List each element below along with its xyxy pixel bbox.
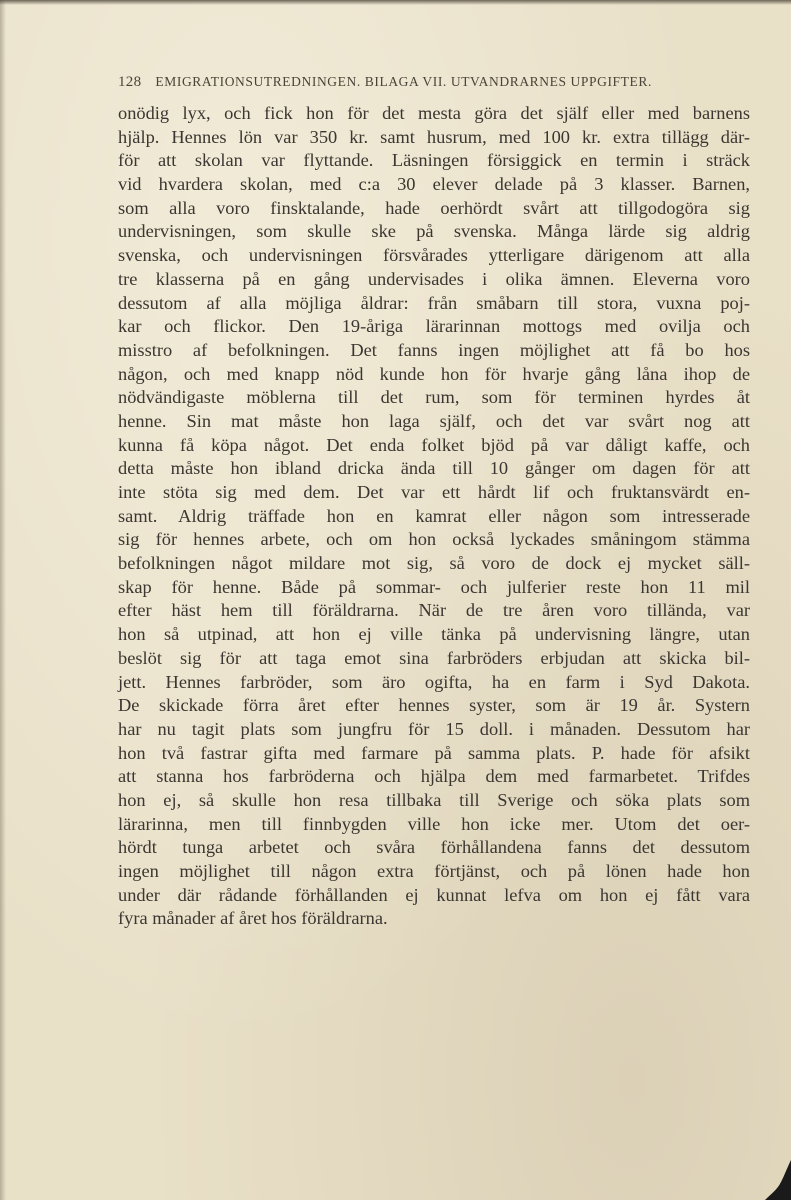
text-line: hjälp. Hennes lön var 350 kr. samt husrum, med 100 kr. extra tillägg där- xyxy=(118,126,750,147)
page-number: 128 xyxy=(118,74,142,90)
text-line: kunna få köpa något. Det enda folket bjöd på var dåligt kaffe, och xyxy=(118,434,750,455)
text-line: för att skolan var flyttande. Läsningen försiggick en termin i sträck xyxy=(118,150,750,171)
text-line: under där rådande förhållanden ej kunnat lefva om hon ej fått vara xyxy=(118,884,750,905)
text-line: befolkningen något mildare mot sig, så voro de dock ej mycket säll- xyxy=(118,553,750,574)
text-line: nödvändigaste möblerna till det rum, som för terminen hyrdes åt xyxy=(118,387,750,408)
text-line: hon så utpinad, att hon ej ville tänka på undervisning längre, utan xyxy=(118,624,750,645)
text-line: dessutom af alla möjliga åldrar: från småbarn till stora, vuxna poj- xyxy=(118,292,750,313)
text-line: misstro af befolkningen. Det fanns ingen möjlighet att få bo hos xyxy=(118,339,750,360)
text-line: henne. Sin mat måste hon laga själf, och det var svårt nog att xyxy=(118,410,750,431)
text-line: inte stöta sig med dem. Det var ett hårdt lif och fruktansvärdt en- xyxy=(118,482,750,502)
text-line: kar och flickor. Den 19-åriga lärarinnan mottogs med ovilja och xyxy=(118,316,750,337)
text-line: att stanna hos farbröderna och hjälpa dem med farmarbetet. Trifdes xyxy=(118,766,750,787)
running-header xyxy=(118,74,750,94)
text-line: jett. Hennes farbröder, som äro ogifta, ha en farm i Syd Dakota. xyxy=(118,671,750,692)
page-top-edge xyxy=(0,0,791,5)
text-line: skap för henne. Både på sommar- och julferier reste hon 11 mil xyxy=(118,576,750,597)
corner-scan-artifact xyxy=(757,1160,791,1200)
text-line: tre klasserna på en gång undervisades i olika ämnen. Eleverna voro xyxy=(118,268,750,289)
text-line: onödig lyx, och fick hon för det mesta göra det själf eller med barnens xyxy=(118,103,750,123)
text-line: fyra månader af året hos föräldrarna. xyxy=(118,908,388,929)
text-line: detta måste hon ibland dricka ända till 10 gånger om dagen för att xyxy=(118,458,750,479)
text-line: hördt tunga arbetet och svåra förhållandena fanns det dessutom xyxy=(118,837,750,858)
text-line: samt. Aldrig träffade hon en kamrat eller någon som intresserade xyxy=(118,505,750,526)
text-line: beslöt sig för att taga emot sina farbröders erbjudan att skicka bil- xyxy=(118,647,750,668)
text-line: hon ej, så skulle hon resa tillbaka till Sverige och söka plats som xyxy=(118,789,750,810)
text-line: sig för hennes arbete, och om hon också lyckades småningom stämma xyxy=(118,529,750,550)
text-line: ingen möjlighet till någon extra förtjänst, och på lönen hade hon xyxy=(118,861,750,881)
text-line: som alla voro finsktalande, hade oerhördt svårt att tillgodogöra sig xyxy=(118,197,750,218)
text-line: hon två fastrar gifta med farmare på samma plats. P. hade för afsikt xyxy=(118,742,750,763)
text-line: undervisningen, som skulle ske på svenska. Många lärde sig aldrig xyxy=(118,221,750,242)
running-title: EMIGRATIONSUTREDNINGEN. BILAGA VII. UTVANDRARNES UPPGIFTER. xyxy=(155,74,652,89)
text-line: har nu tagit plats som jungfru för 15 doll. i månaden. Dessutom har xyxy=(118,718,750,739)
text-line: svenska, och undervisningen försvårades ytterligare därigenom att alla xyxy=(118,245,750,266)
page-gutter-shadow xyxy=(0,0,6,1200)
text-line: vid hvardera skolan, med c:a 30 elever delade på 3 klasser. Barnen, xyxy=(118,174,750,195)
text-line: De skickade förra året efter hennes syster, som är 19 år. Systern xyxy=(118,695,750,716)
body-paragraph xyxy=(118,102,750,931)
text-line: någon, och med knapp nöd kunde hon för hvarje gång låna ihop de xyxy=(118,363,750,384)
text-line: efter häst hem till föräldrarna. När de tre åren voro tilländа, var xyxy=(118,600,750,621)
text-line: lärarinna, men till finnbygden ville hon icke mer. Utom det oer- xyxy=(118,813,750,834)
